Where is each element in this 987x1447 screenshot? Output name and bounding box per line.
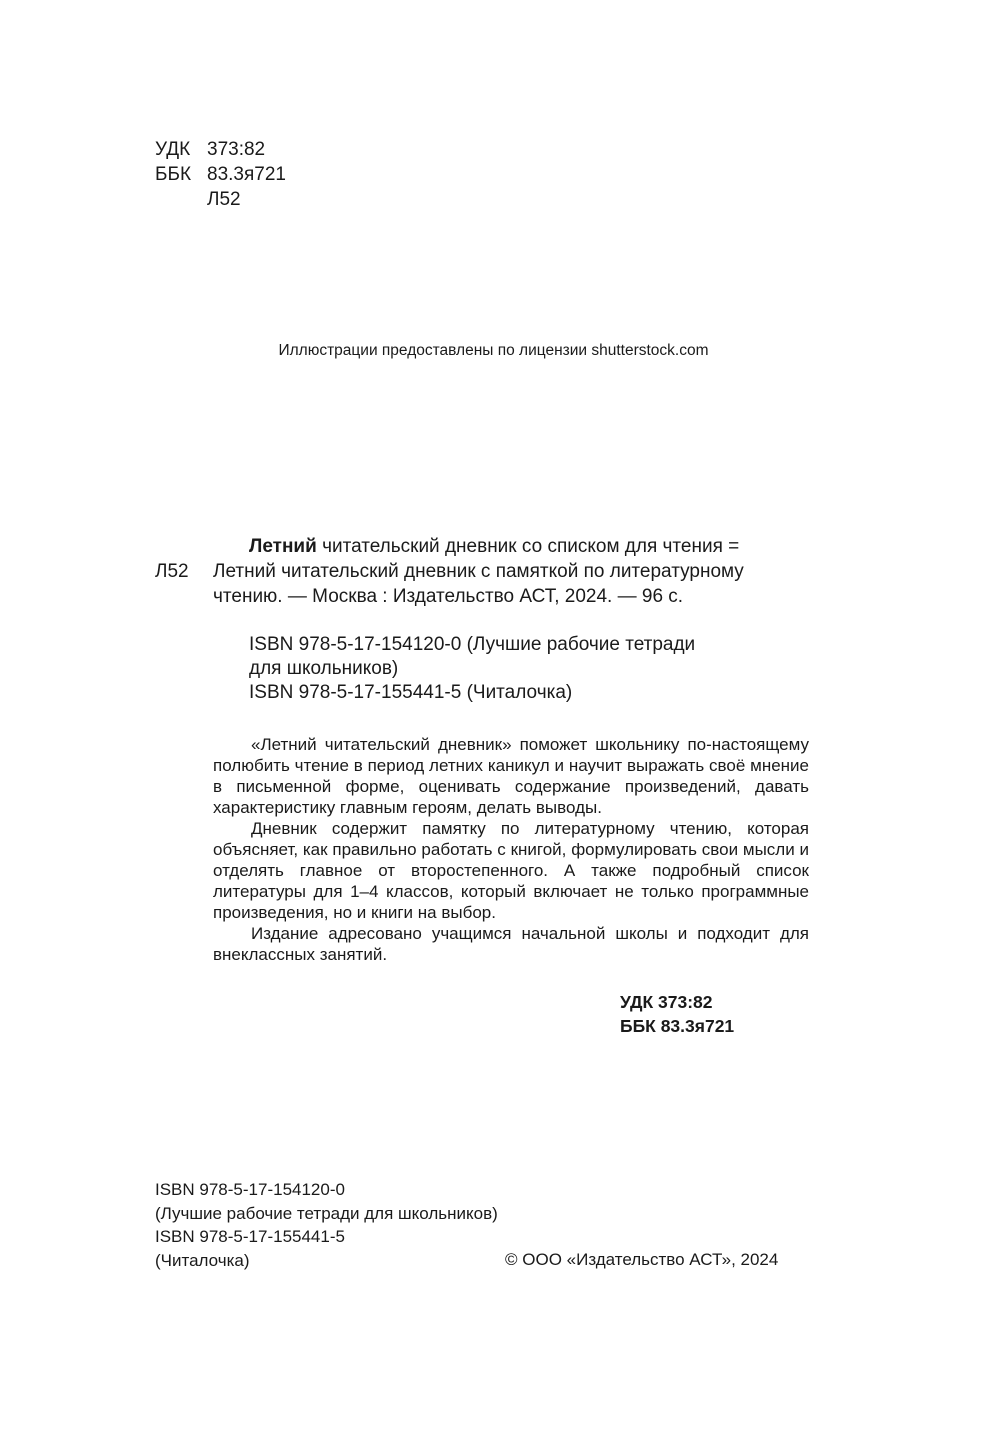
footer-isbns bbox=[155, 1178, 498, 1272]
classification-bottom bbox=[620, 990, 811, 1038]
bbk-label: ББК bbox=[155, 164, 192, 185]
author-mark: Л52 bbox=[207, 189, 241, 210]
bbk-value: 83.3я721 bbox=[207, 164, 286, 185]
isbn-block bbox=[249, 633, 809, 705]
annotation-paragraph-3: Издание адресовано учащимся начальной школы и подходит для внеклассных занятий. bbox=[213, 924, 809, 964]
footer-isbn-2: ISBN 978-5-17-155441-5 bbox=[155, 1227, 345, 1246]
record-line-2: Летний читательский дневник с памяткой по литературному bbox=[213, 561, 744, 582]
isbn-1: ISBN 978-5-17-154120-0 (Лучшие рабочие тетради bbox=[249, 634, 696, 655]
annotation-paragraph-1: «Летний читательский дневник» поможет школьнику по-настоящему полюбить чтение в период летних каникул и научит выражать своё мнение в письменной форме, оценивать содержание произведений, давать характеристику главным героям, делать выводы. bbox=[213, 735, 809, 817]
illustration-credit: Иллюстрации предоставлены по лицензии shutterstock.com bbox=[278, 342, 709, 359]
classification-codes bbox=[155, 137, 286, 212]
record-title-rest: читательский дневник со списком для чтения = bbox=[316, 536, 740, 557]
isbn-2: ISBN 978-5-17-155441-5 (Читалочка) bbox=[249, 682, 573, 703]
record-title-bold: Летний bbox=[249, 536, 317, 557]
copyright-line: © ООО «Издательство АСТ», 2024 bbox=[505, 1250, 779, 1269]
record-title-line bbox=[155, 534, 811, 559]
bbk-bottom: ББК 83.3я721 bbox=[620, 1016, 735, 1036]
annotation bbox=[213, 734, 809, 965]
record-line-3: чтению. — Москва : Издательство АСТ, 2024. — 96 с. bbox=[213, 586, 684, 607]
record-author-mark: Л52 bbox=[155, 561, 189, 582]
footer-isbn-1: ISBN 978-5-17-154120-0 bbox=[155, 1180, 345, 1199]
footer-isbn-1-series: (Лучшие рабочие тетради для школьников) bbox=[155, 1203, 498, 1223]
annotation-paragraph-2: Дневник содержит памятку по литературному чтению, которая объясняет, как правильно работать с книгой, формулировать свои мысли и отделять главное от второстепенного. А также подробный список литературы для 1–4 классов, который включает не только программные произведения, но и книги на выбор. bbox=[213, 819, 809, 922]
udk-value: 373:82 bbox=[207, 139, 266, 160]
footer-isbn-2-series: (Читалочка) bbox=[155, 1250, 250, 1270]
isbn-1-continued: для школьников) bbox=[249, 658, 399, 679]
bibliographic-record bbox=[155, 534, 811, 609]
udk-bottom: УДК 373:82 bbox=[620, 992, 713, 1012]
udk-label: УДК bbox=[155, 139, 191, 160]
